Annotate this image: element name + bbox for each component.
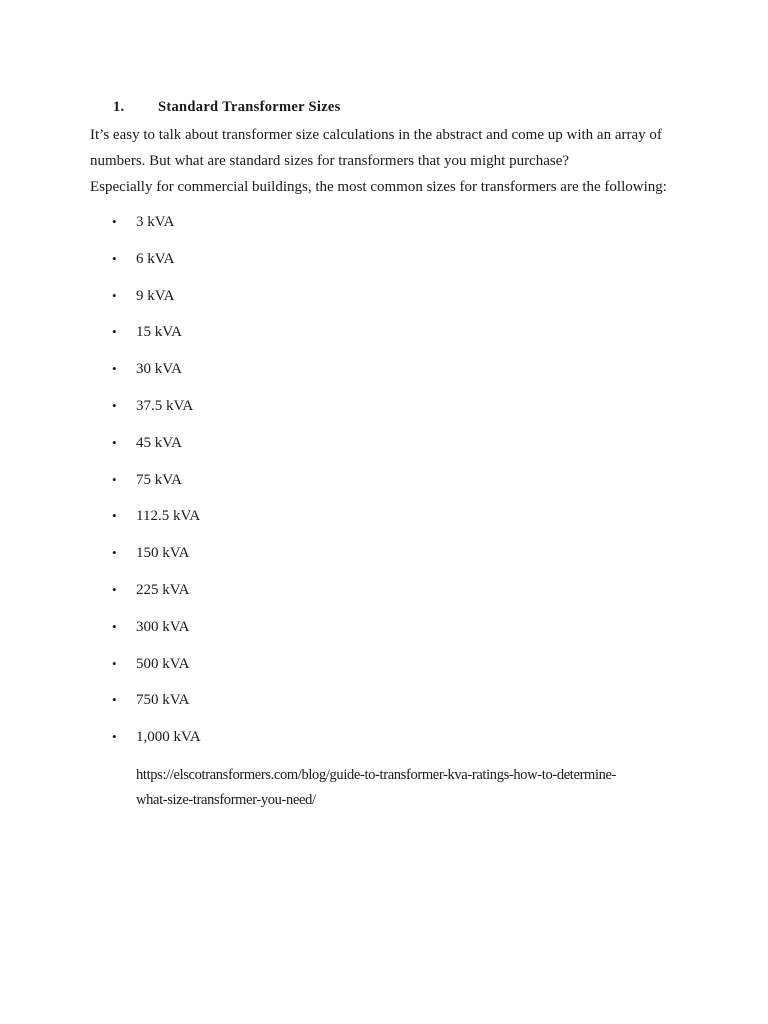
- bullet-icon: •: [112, 729, 117, 745]
- list-item-label: 75 kVA: [136, 471, 182, 488]
- source-url: [136, 763, 696, 813]
- section-title: Standard Transformer Sizes: [158, 99, 341, 115]
- list-item-label: 30 kVA: [136, 361, 182, 378]
- list-item-label: 150 kVA: [136, 545, 190, 562]
- list-item-label: 300 kVA: [136, 618, 190, 635]
- bullet-icon: •: [112, 545, 117, 561]
- intro-line-1: It’s easy to talk about transformer size calculations in the abstract and come up with an array of: [90, 127, 662, 143]
- list-item-label: 500 kVA: [136, 655, 190, 672]
- bullet-icon: •: [112, 508, 117, 524]
- list-item-label: 225 kVA: [136, 582, 190, 598]
- source-url-line-1: https://elscotransformers.com/blog/guide-to-transformer-kva-ratings-how-to-determine-: [136, 767, 617, 783]
- bullet-icon: •: [112, 655, 117, 671]
- bullet-icon: •: [112, 398, 117, 413]
- intro-line-3: Especially for commercial buildings, the most common sizes for transformers are the following:: [90, 179, 667, 195]
- bullet-icon: •: [112, 250, 117, 266]
- intro-paragraph: [90, 122, 710, 200]
- bullet-icon: •: [112, 582, 117, 597]
- list-item-label: 6 kVA: [136, 250, 175, 267]
- intro-line-2: numbers. But what are standard sizes for transformers that you might purchase?: [90, 153, 570, 169]
- list-item-label: 750 kVA: [136, 692, 190, 709]
- list-item-label: 9 kVA: [136, 287, 175, 304]
- bullet-icon: •: [112, 434, 117, 450]
- bullet-icon: •: [112, 287, 117, 303]
- bullet-icon: •: [112, 361, 117, 377]
- list-item-label: 15 kVA: [136, 324, 182, 341]
- list-item-label: 37.5 kVA: [136, 398, 194, 414]
- bullet-icon: •: [112, 214, 117, 229]
- bullet-icon: •: [112, 471, 117, 487]
- list-item-label: 3 kVA: [136, 214, 175, 230]
- source-url-line-2: what-size-transformer-you-need/: [136, 792, 316, 808]
- bullet-icon: •: [112, 692, 117, 708]
- list-item-label: 45 kVA: [136, 434, 182, 451]
- list-item-label: 1,000 kVA: [136, 729, 201, 746]
- list-item-label: 112.5 kVA: [136, 508, 201, 525]
- bullet-icon: •: [112, 324, 117, 340]
- section-heading: [113, 99, 341, 116]
- bullet-icon: •: [112, 618, 117, 634]
- section-number: 1.: [113, 99, 125, 115]
